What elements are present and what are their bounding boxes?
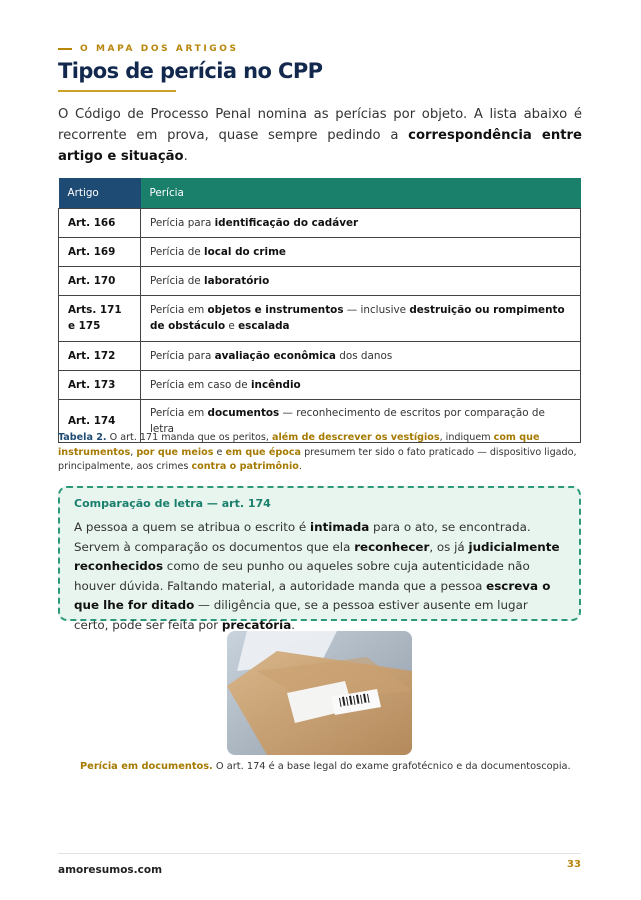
figure-caption: Perícia em documentos. O art. 174 é a base legal do exame grafotécnico e da documentoscopia. bbox=[80, 761, 571, 772]
cell-pericia: Perícia em documentos — reconhecimento de escritos por comparação de letra bbox=[141, 399, 581, 442]
cell-pericia: Perícia para identificação do cadáver bbox=[141, 208, 581, 237]
table-row bbox=[59, 341, 581, 370]
callout-text: A pessoa a quem se atribua o escrito é intimada para o ato, se encontrada. Servem à comparação os documentos que ela reconhecer, os já judicialmente reconhecidos como de seu punho ou aqueles sobre cuja autenticidade não houver dúvida. Faltando material, a autoridade manda que a pessoa escreva o que lhe for ditado — diligência que, se a pessoa estiver ausente em lugar certo, pode ser feita por precatória. bbox=[74, 520, 560, 632]
cell-pericia: Perícia em objetos e instrumentos — inclusive destruição ou rompimento de obstáculo e escalada bbox=[141, 295, 581, 341]
callout-title: Comparação de letra — art. 174 bbox=[74, 497, 271, 510]
cell-pericia: Perícia para avaliação econômica dos danos bbox=[141, 341, 581, 370]
intro-paragraph: O Código de Processo Penal nomina as perícias por objeto. A lista abaixo é recorrente em prova, quase sempre pedindo a correspondência entre artigo e situação. bbox=[58, 107, 582, 164]
table-row bbox=[59, 295, 581, 341]
table-row bbox=[59, 370, 581, 399]
cell-pericia: Perícia em caso de incêndio bbox=[141, 370, 581, 399]
cell-pericia: Perícia de laboratório bbox=[141, 266, 581, 295]
page-number: 33 bbox=[567, 859, 581, 870]
header-pericia: Perícia bbox=[141, 178, 581, 208]
kicker-dash bbox=[58, 48, 72, 50]
table-row bbox=[59, 237, 581, 266]
cell-artigo: Art. 169 bbox=[59, 237, 141, 266]
table-header-row bbox=[59, 178, 581, 208]
envelope-illustration bbox=[227, 631, 412, 755]
cell-artigo: Art. 170 bbox=[59, 266, 141, 295]
cell-artigo: Arts. 171 e 175 bbox=[59, 295, 141, 341]
table-row bbox=[59, 208, 581, 237]
cell-artigo: Art. 173 bbox=[59, 370, 141, 399]
cell-artigo: Art. 174 bbox=[59, 399, 141, 442]
cell-artigo: Art. 166 bbox=[59, 208, 141, 237]
table-row bbox=[59, 266, 581, 295]
footer-divider bbox=[58, 853, 581, 854]
cell-artigo: Art. 172 bbox=[59, 341, 141, 370]
page-title: Tipos de perícia no CPP bbox=[58, 59, 323, 83]
pericias-table bbox=[58, 178, 581, 443]
title-underline bbox=[58, 90, 176, 92]
callout-box bbox=[58, 486, 581, 632]
section-kicker bbox=[58, 44, 239, 54]
document-photo bbox=[227, 631, 412, 755]
kicker-text: O MAPA DOS ARTIGOS bbox=[80, 44, 239, 54]
header-artigo: Artigo bbox=[59, 178, 141, 208]
cell-pericia: Perícia de local do crime bbox=[141, 237, 581, 266]
table-caption: Tabela 2. O art. 171 manda que os peritos, além de descrever os vestígios, indiquem com que instrumentos, por que meios e em que época presumem ter sido o fato praticado — dispositivo ligado, principalmente, aos crimes contra o patrimônio. bbox=[58, 432, 577, 472]
footer-site[interactable]: amoresumos.com bbox=[58, 864, 163, 876]
